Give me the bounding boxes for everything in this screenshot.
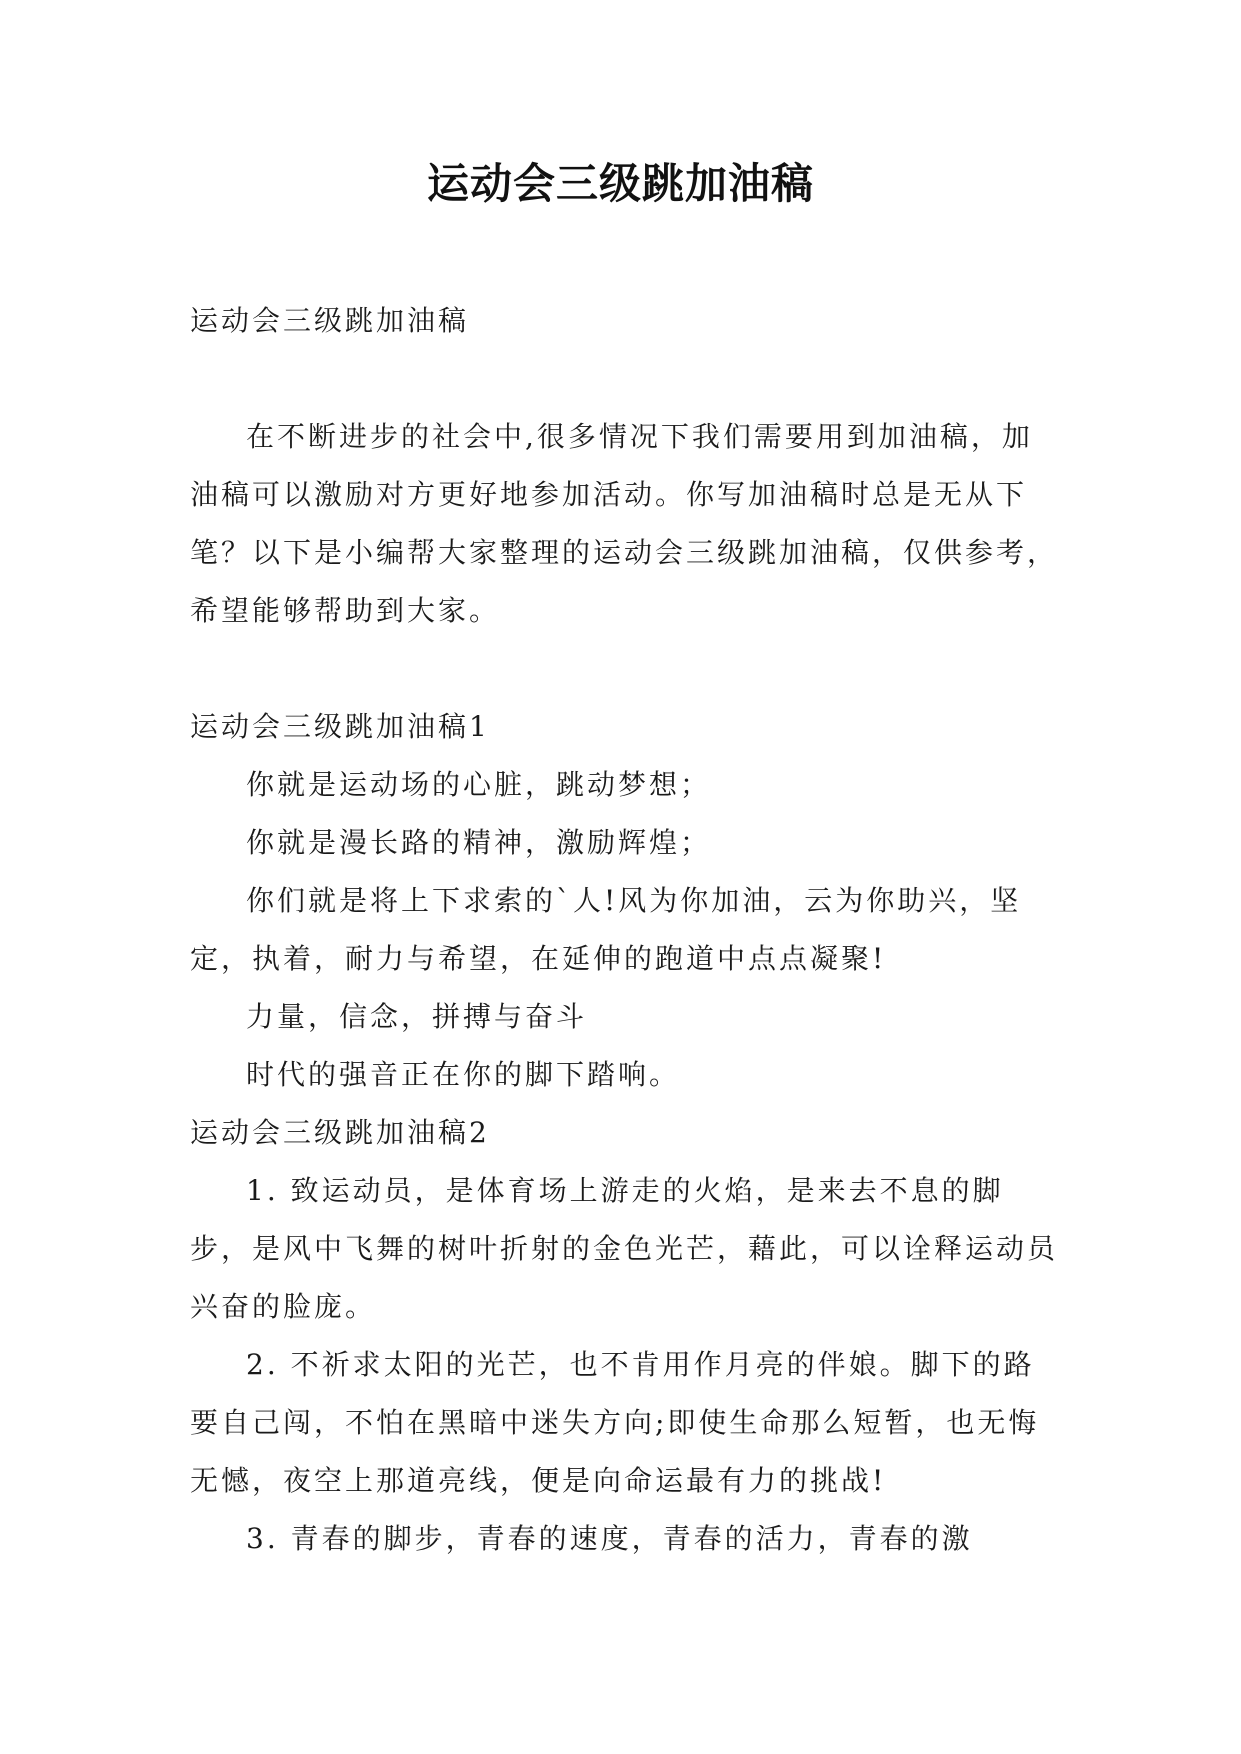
document-title: 运动会三级跳加油稿 xyxy=(426,159,814,208)
document-subtitle: 运动会三级跳加油稿 xyxy=(190,304,470,337)
document-body xyxy=(190,292,1060,1568)
section1-line: 时代的强音正在你的脚下踏响。 xyxy=(246,1058,681,1091)
section-heading-1: 运动会三级跳加油稿1 xyxy=(190,710,490,743)
intro-paragraph: 在不断进步的社会中,很多情况下我们需要用到加油稿，加油稿可以激励对方更好地参加活动。你写加油稿时总是无从下笔？以下是小编帮大家整理的运动会三级跳加油稿，仅供参考，希望能够帮助到大家。 xyxy=(190,420,1059,627)
section2-item: 2. 不祈求太阳的光芒，也不肯用作月亮的伴娘。脚下的路要自己闯，不怕在黑暗中迷失方向;即使生命那么短暂，也无悔无憾，夜空上那道亮线，便是向命运最有力的挑战! xyxy=(190,1348,1040,1497)
section1-line: 你们就是将上下求索的`人!风为你加油，云为你助兴，坚定，执着，耐力与希望，在延伸的跑道中点点凝聚! xyxy=(190,884,1022,975)
section-heading-2: 运动会三级跳加油稿2 xyxy=(190,1116,490,1149)
section2-item: 1. 致运动员，是体育场上游走的火焰，是来去不息的脚步，是风中飞舞的树叶折射的金色光芒，藉此，可以诠释运动员兴奋的脸庞。 xyxy=(190,1174,1059,1323)
section1-line: 你就是运动场的心脏，跳动梦想； xyxy=(246,768,712,801)
section1-line: 你就是漫长路的精神，激励辉煌； xyxy=(246,826,712,859)
section1-line: 力量，信念，拼搏与奋斗 xyxy=(246,1000,588,1033)
section2-item: 3. 青春的脚步，青春的速度，青春的活力，青春的激 xyxy=(246,1522,973,1555)
